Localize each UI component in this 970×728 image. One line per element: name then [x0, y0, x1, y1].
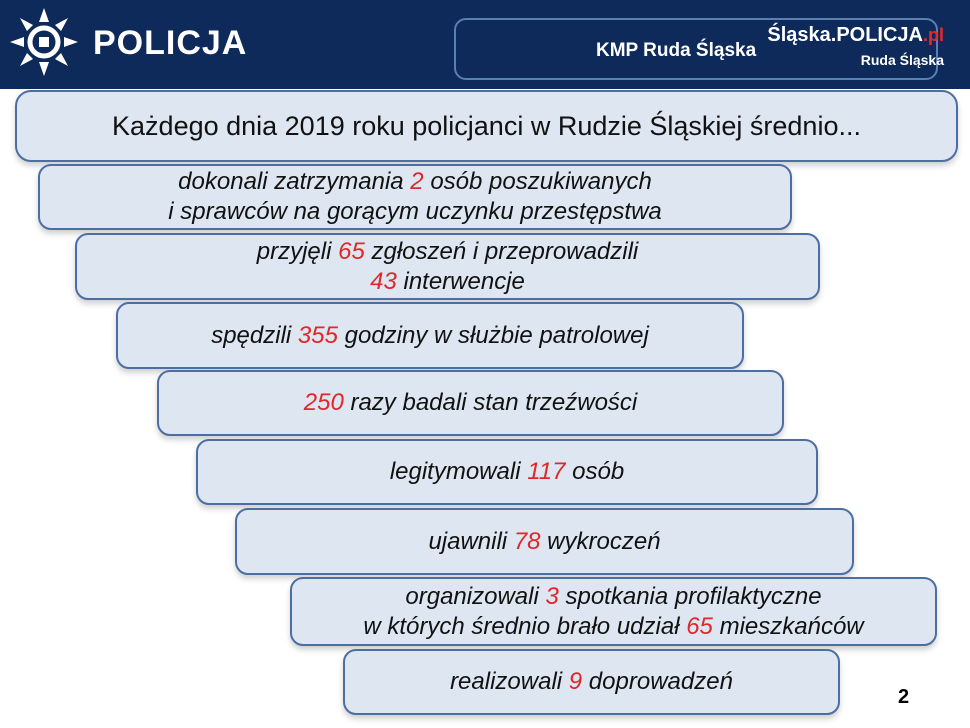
stat-text: razy badali stan trzeźwości — [343, 389, 638, 416]
brand-name: POLICJA — [93, 24, 248, 62]
stat-text: spędzili — [211, 321, 298, 349]
stat-line — [257, 267, 639, 297]
stat-text: w których średnio brało udział — [363, 612, 687, 640]
stat-number: 78 — [513, 527, 541, 555]
stat-number: 9 — [568, 668, 583, 695]
stat-number: 65 — [686, 612, 713, 640]
stat-line — [168, 167, 662, 197]
stat-number: 65 — [338, 237, 365, 265]
stat-line — [428, 527, 660, 557]
stat-text: legitymowali — [389, 458, 528, 485]
stat-line — [211, 321, 649, 351]
stat-line — [363, 582, 863, 612]
site-tld: .pl — [923, 25, 944, 45]
stat-number: 43 — [370, 267, 397, 295]
stat-box — [157, 370, 784, 436]
stat-text: interwencje — [396, 267, 525, 295]
unit-name: KMP Ruda Śląska — [596, 40, 757, 61]
stat-text: godziny w służbie patrolowej — [337, 321, 649, 349]
header-bar — [0, 0, 970, 89]
stat-text: wykroczeń — [540, 527, 661, 555]
site-name: Śląska.POLICJA — [767, 24, 923, 46]
stat-number: 355 — [297, 321, 338, 349]
stat-text: osób poszukiwanych — [423, 168, 652, 195]
stat-line — [257, 237, 639, 267]
stat-box — [196, 439, 818, 505]
stat-box — [75, 233, 820, 300]
stat-text: dokonali zatrzymania — [178, 168, 411, 195]
stat-line — [363, 612, 863, 642]
police-star-icon — [8, 6, 80, 78]
stat-box — [116, 302, 744, 369]
stat-text: organizowali — [405, 582, 546, 610]
stat-text: realizowali — [450, 668, 569, 695]
site-logo — [767, 24, 944, 68]
stat-line — [450, 667, 733, 697]
stat-line — [168, 197, 662, 227]
stat-box — [343, 649, 840, 715]
stat-text: i sprawców na gorącym uczynku przestępstwa — [168, 198, 662, 225]
site-sub: Ruda Śląska — [860, 52, 944, 68]
stat-text: przyjęli — [256, 237, 339, 265]
stat-text: doprowadzeń — [582, 668, 733, 695]
stat-box — [38, 164, 792, 230]
stat-line — [390, 457, 624, 487]
stat-box — [290, 577, 937, 646]
stat-number: 3 — [545, 582, 559, 610]
stat-number: 2 — [410, 168, 424, 195]
stat-text: mieszkańców — [712, 612, 864, 640]
stat-number: 250 — [303, 389, 344, 416]
stat-text: ujawnili — [428, 527, 514, 555]
stat-number: 117 — [527, 458, 566, 485]
stat-text: osób — [565, 458, 625, 485]
stat-text: spotkania profilaktyczne — [558, 582, 822, 610]
page-number: 2 — [898, 686, 910, 708]
stat-box — [235, 508, 854, 575]
stat-line — [304, 388, 638, 418]
slide-title: Każdego dnia 2019 roku policjanci w Rudzie Śląskiej średnio... — [15, 90, 958, 162]
stat-text: zgłoszeń i przeprowadzili — [364, 237, 639, 265]
